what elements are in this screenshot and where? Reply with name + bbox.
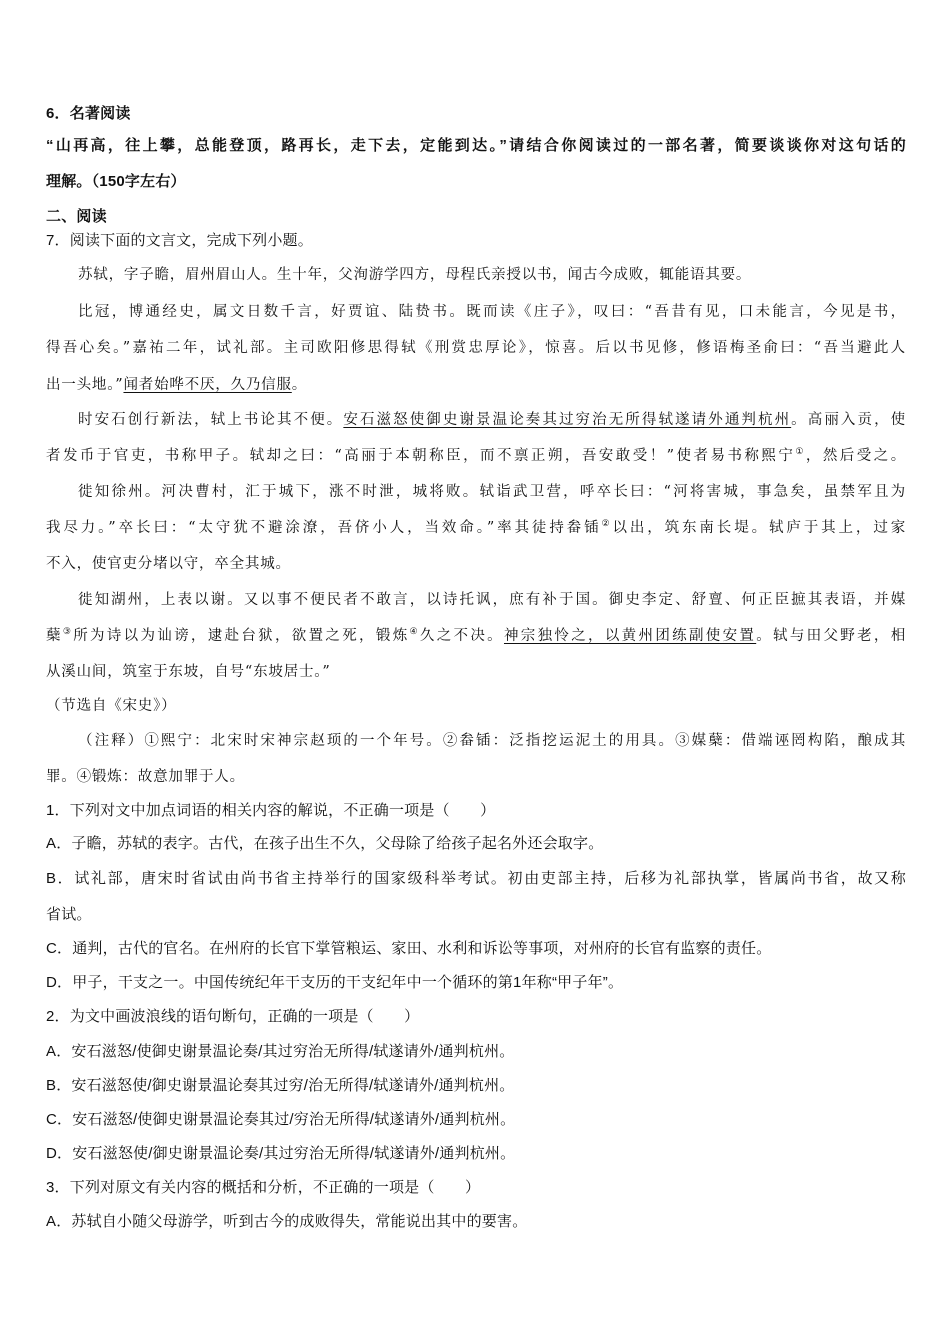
question-1-option-b-line-1: B．试礼部，唐宋时省试由尚书省主持举行的国家级科举考试。初由吏部主持，后移为礼部执掌，皆属尚书省，故又称 [46,870,906,887]
question-2-option-d: D．安石滋怒使/御史谢景温论奏/其过穷治无所得/轼遂请外/通判杭州。 [46,1145,516,1162]
text-span: 我尽力。”卒长曰：“太守犹不避涂潦，吾侪小人，当效命。”率其徒持畚锸 [46,520,602,536]
q6-prompt-line-1: “山再高，往上攀，总能登顶，路再长，走下去，定能到达。”请结合你阅读过的一部名著，简要谈谈你对这句话的 [46,137,906,154]
passage-paragraph-2-line-2: 得吾心矣。”嘉祐二年，试礼部。主司欧阳修思得轼《刑赏忠厚论》，惊喜。后以书见修，修语梅圣俞曰：“吾当避此人 [46,340,906,356]
text-span: 久之不决。 [419,628,504,644]
passage-paragraph-5-line-3: 从溪山间，筑室于东坡，自号“东坡居士。” [46,664,331,680]
text-span: 。轼与田父野老，相 [756,628,907,644]
passage-source: （节选自《宋史》） [46,698,177,714]
text-span: 。 [291,377,308,393]
q7-intro: 7．阅读下面的文言文，完成下列小题。 [46,232,313,249]
question-1-option-c: C．通判，古代的官名。在州府的长官下掌管粮运、家田、水利和诉讼等事项，对州府的长官有监察的责任。 [46,940,772,957]
question-1-option-d: D．甲子，干支之一。中国传统纪年干支历的干支纪年中一个循环的第1年称“甲子年”。 [46,974,624,991]
passage-paragraph-2-line-3 [46,374,906,396]
question-2: 2．为文中画波浪线的语句断句，正确的一项是（ ） [46,1008,420,1025]
text-span: 者发币于官吏，书称甲子。轼却之曰：“高丽于本朝称臣，而不禀正朔，吾安敢受！”使者易书称熙宁 [46,448,796,464]
text-span: 出一头地。” [46,377,124,393]
question-1-option-b-line-2: 省试。 [46,906,92,923]
question-1-option-a: A．子瞻，苏轼的表字。古代，在孩子出生不久，父母除了给孩子起名外还会取字。 [46,835,604,852]
question-3: 3．下列对原文有关内容的概括和分析，不正确的一项是（ ） [46,1179,481,1196]
footnote-marker-1: ① [795,447,806,457]
underlined-sentence-1: 闻者始哗不厌，久乃信服 [123,377,292,393]
footnote-marker-3: ③ [62,627,74,637]
question-2-option-b: B．安石滋怒使/御史谢景温论奏其过穷/治无所得/轼遂请外/通判杭州。 [46,1077,515,1094]
question-2-option-c: C．安石滋怒/使御史谢景温论奏其过/穷治无所得/轼遂请外/通判杭州。 [46,1111,516,1128]
passage-paragraph-3-line-2 [46,445,906,467]
passage-paragraph-4-line-1: 徙知徐州。河决曹村，汇于城下，涨不时泄，城将败。轼诣武卫营，呼卒长曰：“河将害城，事急矣，虽禁军且为 [78,484,906,500]
q6-prompt-line-2: 理解。（150字左右） [46,173,186,190]
underlined-sentence-2: 神宗独怜之，以黄州团练副使安置 [503,628,757,644]
footnote-marker-2: ② [601,519,613,529]
passage-paragraph-3-line-1 [78,409,906,431]
text-span: 时安石创行新法，轼上书论其不便。 [78,412,344,428]
text-span: ，然后受之。 [805,448,906,464]
text-span: 所为诗以为讪谤，逮赴台狱，欲置之死，锻炼 [73,628,410,644]
text-span: 蘖 [46,628,63,644]
passage-paragraph-1: 苏轼，字子瞻，眉州眉山人。生十年，父洵游学四方，母程氏亲授以书，闻古今成败，辄能语其要。 [78,267,752,283]
passage-paragraph-5-line-1: 徙知湖州，上表以谢。又以事不便民者不敢言，以诗托讽，庶有补于国。御史李定、舒亶、何正臣摭其表语，并媒 [78,592,906,608]
footnote-marker-4: ④ [409,627,420,637]
question-1: 1．下列对文中加点词语的相关内容的解说，不正确一项是（ ） [46,802,496,819]
passage-paragraph-4-line-2 [46,517,906,539]
text-span: 。高丽入贡，使 [791,412,906,428]
passage-paragraph-2-line-1: 比冠，博通经史，属文日数千言，好贾谊、陆贽书。既而读《庄子》，叹曰：“吾昔有见，口未能言，今见是书， [78,304,906,320]
question-3-option-a: A．苏轼自小随父母游学，听到古今的成败得失，常能说出其中的要害。 [46,1213,528,1230]
wavy-underlined-sentence: 安石滋怒使御史谢景温论奏其过穷治无所得轼遂请外通判杭州 [343,412,792,428]
annotation-line-1: （注释）①熙宁：北宋时宋神宗赵顼的一个年号。②畚锸：泛指挖运泥土的用具。③媒蘖：借端诬罔构陷，酿成其 [78,733,906,749]
q6-heading: 6．名著阅读 [46,105,131,122]
passage-paragraph-5-line-2 [46,625,906,647]
text-span: 以出，筑东南长堤。轼庐于其上，过家 [612,520,907,536]
annotation-line-2: 罪。④锻炼：故意加罪于人。 [46,769,245,785]
passage-paragraph-4-line-3: 不入，使官吏分堵以守，卒全其城。 [46,556,291,572]
question-2-option-a: A．安石滋怒/使御史谢景温论奏/其过穷治无所得/轼遂请外/通判杭州。 [46,1043,515,1060]
section-heading-reading: 二、阅读 [46,208,107,225]
